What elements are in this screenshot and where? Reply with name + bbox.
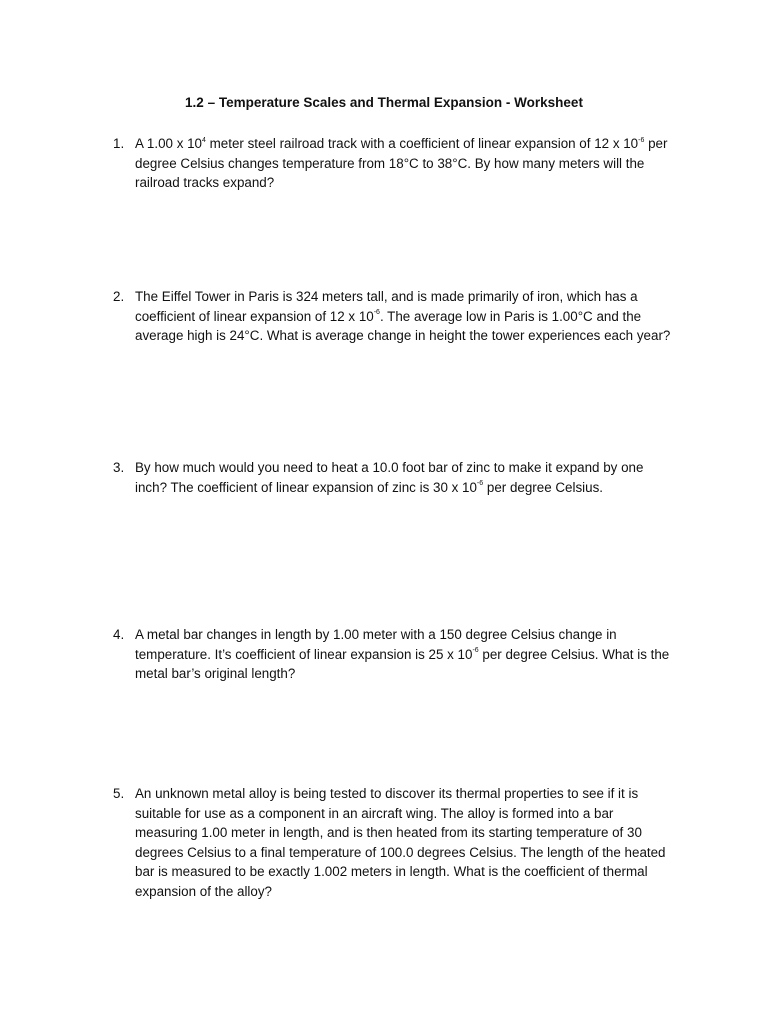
question-text-run: meter steel railroad track with a coefficient of linear expansion of 12 x 10 [205,136,639,151]
question-text [135,784,675,901]
question-number: 3. [113,460,125,475]
superscript-exponent: -6 [373,309,380,317]
question-text-run: The Eiffel Tower in Paris is 324 meters tall, and is made primarily of iron, which has a coefficient of linear expansion of 12 x 10 [135,289,638,324]
question-text [135,458,675,497]
worksheet-title: 1.2 – Temperature Scales and Thermal Expansion - Worksheet [185,95,583,110]
question-text [135,134,675,193]
question-number: 1. [113,136,125,151]
question-number: 5. [113,786,125,801]
question-number: 4. [113,627,125,642]
question-text-run: per degree Celsius. [483,479,603,495]
question-text-run: A 1.00 x 10 [135,136,203,151]
question-text [135,625,675,684]
question-text-run: By how much would you need to heat a 10.0 foot bar of zinc to make it expand by one inch? The coefficient of linear expansion of zinc is 30 x 10 [135,460,644,495]
question-number: 2. [113,289,125,304]
question-text-run: A metal bar changes in length by 1.00 meter with a 150 degree Celsius change in temperature. It’s coefficient of linear expansion is 25 x 10 [135,627,617,662]
question-text-run: per degree Celsius changes temperature from 18°C to 38°C. By how many meters will the railroad tracks expand? [135,136,668,190]
superscript-exponent: -6 [472,647,479,655]
superscript-exponent: -6 [476,480,484,488]
question-text-run: per degree Celsius. What is the metal bar’s original length? [135,646,670,681]
superscript-exponent: -6 [638,136,645,144]
question-text-run: . The average low in Paris is 1.00°C and the average high is 24°C. What is average change in height the tower experiences each year? [135,308,671,343]
superscript-exponent: 4 [202,136,206,144]
question-text [135,287,675,346]
question-text-run: An unknown metal alloy is being tested to discover its thermal properties to see if it is suitable for use as a component in an aircraft wing. The alloy is formed into a bar measuring 1.00 meter in length, and is then heated from its starting temperature of 30 degrees Celsius to a final temperature of 100.0 degrees Celsius. The length of the heated bar is measured to be exactly 1.002 meters in length. What is the coefficient of thermal expansion of the alloy? [135,786,666,899]
